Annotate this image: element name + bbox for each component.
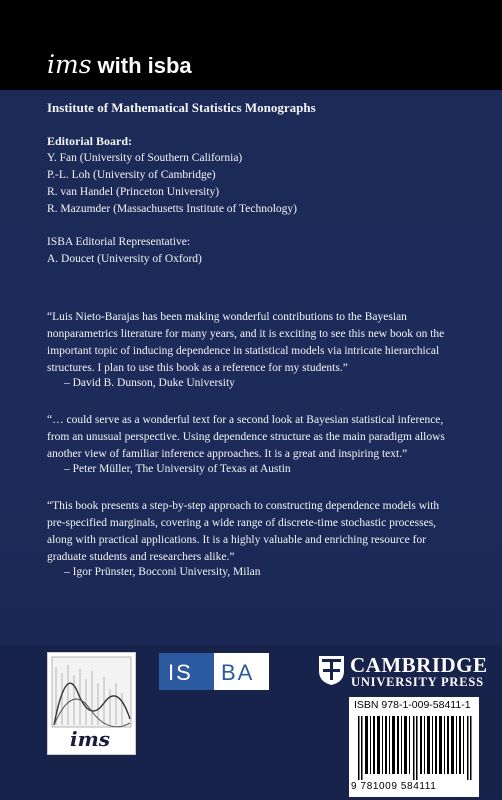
ims-logo-text: ims (70, 727, 111, 751)
quote-line: structures. I plan to use this book as a reference for my students.” (47, 362, 348, 374)
quote-line: “This book presents a step-by-step approach to constructing dependence models with (47, 500, 440, 512)
isbn-label: ISBN 978-1-009-58411-1 (354, 699, 471, 711)
editorial-board-member: Y. Fan (University of Southern California) (47, 152, 243, 164)
editorial-board-member: R. Mazumder (Massachusetts Institute of Technology) (47, 203, 298, 215)
quote-line: another view of familiar inference approaches. It is a great and inspiring text.” (47, 448, 408, 460)
quote-attribution: – David B. Dunson, Duke University (64, 377, 235, 389)
svg-text:IS: IS (168, 660, 193, 685)
editorial-board-member: P.-L. Loh (University of Cambridge) (47, 169, 216, 181)
ims-brand-text: ims (47, 50, 92, 79)
quote-line: important topic of inducing dependence in statistical models via intricate hierarchical (47, 345, 440, 357)
series-title: Institute of Mathematical Statistics Monographs (47, 100, 316, 115)
quote-attribution: – Igor Prünster, Bocconi University, Milan (64, 566, 261, 578)
quote-attribution: – Peter Müller, The University of Texas at Austin (64, 463, 291, 475)
cambridge-crest-icon (318, 655, 345, 686)
isba-logo (159, 653, 269, 690)
quote-line: along with practical applications. It is a highly valuable and enriching resource for (47, 534, 427, 546)
with-isba-text: with isba (97, 53, 192, 78)
isba-rep-name: A. Doucet (University of Oxford) (47, 253, 202, 265)
quote-line: graduate students and researchers alike.” (47, 551, 235, 563)
isbn-digits: 9 781009 584111 (351, 781, 437, 792)
series-brand (47, 50, 192, 79)
isba-rep-title: ISBA Editorial Representative: (47, 236, 191, 248)
quote-line: from an unusual perspective. Using dependence structure as the main paradigm allows (47, 431, 445, 443)
ims-logo (47, 652, 136, 755)
editorial-board-title: Editorial Board: (47, 134, 133, 148)
quote-line: “… could serve as a wonderful text for a second look at Bayesian statistical inference, (47, 414, 444, 426)
university-press-name: UNIVERSITY PRESS (351, 675, 484, 689)
quote-line: nonparametrics literature for many years, and it is exciting to see this new book on the (47, 328, 445, 340)
barcode-icon (356, 716, 474, 780)
svg-text:BA: BA (221, 660, 255, 685)
quote-line: pre-specified marginals, covering a wide range of discrete-time stochastic processes, (47, 517, 437, 529)
editorial-board-member: R. van Handel (Princeton University) (47, 186, 220, 198)
quote-line: “Luis Nieto-Barajas has been making wonderful contributions to the Bayesian (47, 311, 407, 323)
cambridge-name: CAMBRIDGE (350, 653, 488, 677)
